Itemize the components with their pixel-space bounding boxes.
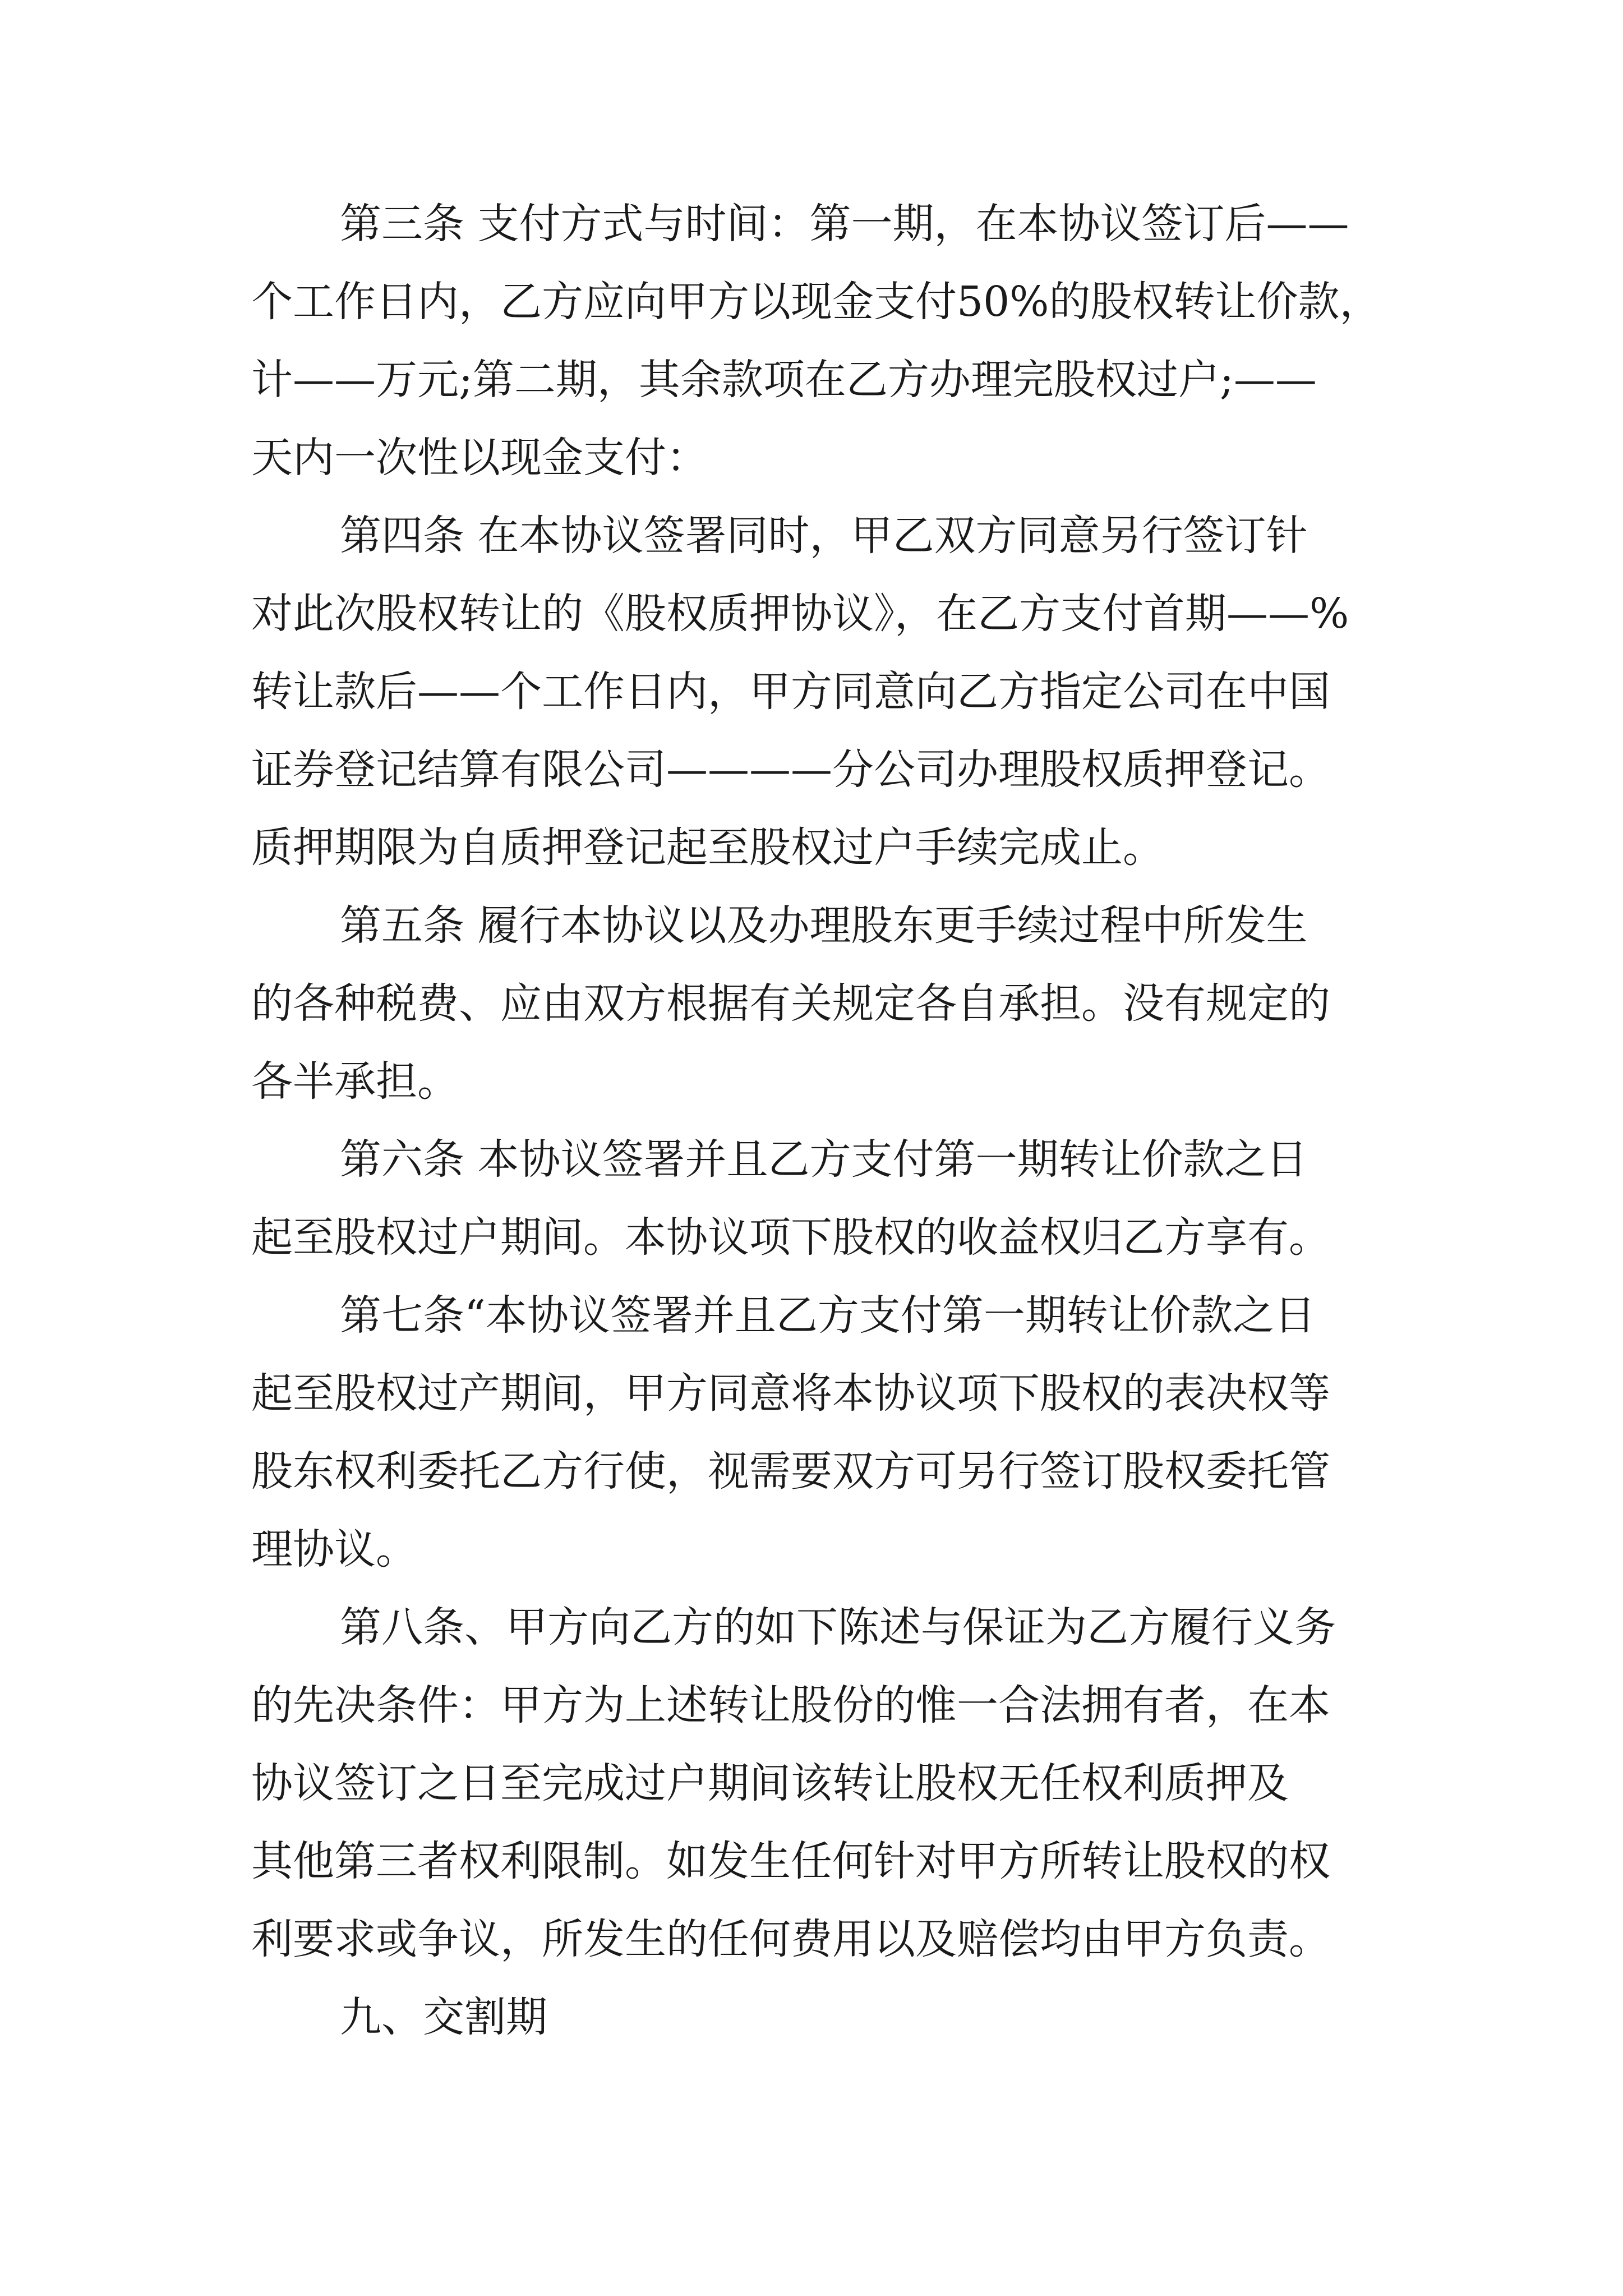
- article-4-line-1: 第四条 在本协议签署同时，甲乙双方同意另行签订针: [340, 512, 1308, 560]
- article-7-line-3: 股东权利委托乙方行使，视需要双方可另行签订股权委托管: [251, 1447, 1330, 1496]
- article-4-line-2: 对此次股权转让的《股权质押协议》，在乙方支付首期——%: [251, 590, 1349, 638]
- article-4-line-4: 证券登记结算有限公司————分公司办理股权质押登记。: [251, 746, 1330, 794]
- article-7-line-4: 理协议。: [251, 1525, 417, 1573]
- article-7-line-1: 第七条“本协议签署并且乙方支付第一期转让价款之日: [340, 1291, 1316, 1340]
- section-9-heading: 九、交割期: [340, 1993, 547, 2041]
- article-3-line-1: 第三条 支付方式与时间：第一期，在本协议签订后——: [340, 200, 1349, 248]
- article-8-line-3: 协议签订之日至完成过户期间该转让股权无任权利质押及: [251, 1759, 1289, 1807]
- article-6-line-2: 起至股权过户期间。本协议项下股权的收益权归乙方享有。: [251, 1213, 1330, 1262]
- article-4-line-5: 质押期限为自质押登记起至股权过户手续完成止。: [251, 823, 1164, 872]
- article-8-line-4: 其他第三者权利限制。如发生任何针对甲方所转让股权的权: [251, 1837, 1330, 1885]
- document-body: [251, 185, 1381, 2056]
- article-5-line-3: 各半承担。: [251, 1057, 459, 1106]
- article-4-line-3: 转让款后——个工作日内，甲方同意向乙方指定公司在中国: [251, 668, 1330, 716]
- article-5-line-1: 第五条 履行本协议以及办理股东更手续过程中所发生: [340, 901, 1308, 950]
- article-3-line-2: 个工作日内，乙方应向甲方以现金支付50%的股权转让价款，: [251, 278, 1381, 326]
- article-5-line-2: 的各种税费、应由双方根据有关规定各自承担。没有规定的: [251, 979, 1330, 1028]
- article-6-line-1: 第六条 本协议签署并且乙方支付第一期转让价款之日: [340, 1135, 1308, 1184]
- article-8-line-2: 的先决条件：甲方为上述转让股份的惟一合法拥有者，在本: [251, 1681, 1330, 1729]
- article-7-line-2: 起至股权过产期间，甲方同意将本协议项下股权的表决权等: [251, 1369, 1330, 1418]
- article-8-line-5: 利要求或争议，所发生的任何费用以及赔偿均由甲方负责。: [251, 1915, 1330, 1963]
- article-8-line-1: 第八条、甲方向乙方的如下陈述与保证为乙方履行义务: [340, 1603, 1336, 1651]
- article-3-line-3: 计——万元;第二期，其余款项在乙方办理完股权过户;——: [251, 356, 1317, 404]
- article-3-line-4: 天内一次性以现金支付：: [251, 434, 708, 482]
